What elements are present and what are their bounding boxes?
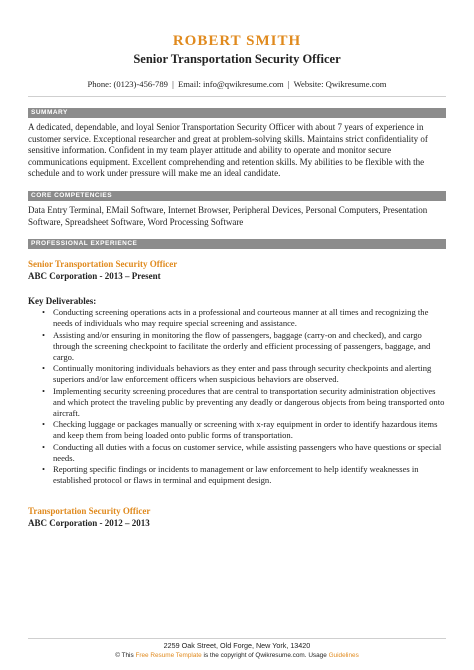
list-item-text: Checking luggage or packages manually or screening with x-ray equipment in order to identify hazardous items and keep them from being loaded onto public forms of transportation. bbox=[53, 419, 438, 441]
contact-line bbox=[28, 79, 446, 90]
free-template-link[interactable]: Free Resume Template bbox=[135, 652, 202, 659]
list-item-text: Assisting and/or ensuring in monitoring the flow of passengers, baggage (carry-on and checked), and cargo through the screening checkpoint to facilitate the orderly and efficient processing of passengers, baggage, and cargo. bbox=[53, 329, 431, 362]
footer-copyright bbox=[0, 651, 474, 661]
key-deliverables-label: Key Deliverables: bbox=[28, 296, 97, 307]
section-heading-summary: SUMMARY bbox=[28, 108, 446, 118]
list-item-text: Implementing security screening procedures that are central to transportation security administration objectives and which protect the traveling public by preventing any deadly or dangerous objects from being transported onto aircraft. bbox=[53, 385, 445, 418]
deliverables-list bbox=[28, 307, 446, 486]
guidelines-link[interactable]: Guidelines bbox=[328, 652, 359, 659]
bullet-icon: • bbox=[42, 419, 46, 430]
email-link[interactable]: Email: info@qwikresume.com bbox=[177, 79, 284, 89]
bullet-icon: • bbox=[42, 464, 46, 474]
copyright-owner-text: is the copyright of Qwikresume.com. bbox=[203, 652, 307, 659]
list-item-text: Conducting all duties with a focus on customer service, while assisting passengers who have questions or special needs. bbox=[53, 441, 442, 463]
bullet-icon: • bbox=[42, 329, 46, 340]
list-item-text: Reporting specific findings or incidents to management or law enforcement to help identify weaknesses in established protocol or flaws in terminal and equipment design. bbox=[53, 464, 419, 486]
page-footer bbox=[0, 638, 474, 661]
job-title: Transportation Security Officer bbox=[28, 506, 151, 517]
bullet-icon: • bbox=[42, 441, 46, 452]
footer-address: 2259 Oak Street, Old Forge, New York, 13420 bbox=[163, 641, 311, 650]
job-entry bbox=[28, 258, 446, 486]
list-item bbox=[42, 330, 446, 364]
job-title-heading: Senior Transportation Security Officer bbox=[133, 52, 341, 66]
candidate-name: ROBERT SMITH bbox=[172, 33, 302, 49]
list-item bbox=[42, 363, 446, 385]
list-item bbox=[42, 464, 446, 486]
bullet-icon: • bbox=[42, 385, 46, 396]
list-item bbox=[42, 442, 446, 464]
summary-text: A dedicated, dependable, and loyal Senior Transportation Security Officer with about 7 years of experience in customer service. Exceptional researcher and great at problem-solving skills. Maintains strict confidentiality of sensitive information. Confident in my team player attitude and ability to operate and monitor secure communications equipment. Excellent comprehending and retention skills. My abilities to be flexible with the schedule and to work under pressure will make me an ideal candidate. bbox=[28, 122, 428, 179]
list-item-text: Continually monitoring individuals behaviors as they enter and pass through security checkpoints and alerting superiors and/or law enforcement officers when suspicious behaviors are observed. bbox=[53, 363, 432, 385]
list-item bbox=[42, 419, 446, 441]
header-divider bbox=[28, 96, 446, 97]
job-entry bbox=[28, 505, 446, 529]
footer-divider bbox=[28, 638, 446, 639]
list-item bbox=[42, 386, 446, 420]
phone-text: Phone: (0123)-456-789 bbox=[87, 79, 168, 89]
section-heading-experience: PROFESSIONAL EXPERIENCE bbox=[28, 239, 446, 249]
bullet-icon: • bbox=[42, 307, 46, 318]
copyright-text: © This bbox=[115, 652, 134, 659]
usage-text: Usage bbox=[308, 652, 327, 659]
bullet-icon: • bbox=[42, 363, 46, 374]
section-heading-competencies: CORE COMPETENCIES bbox=[28, 191, 446, 201]
job-company-dates: ABC Corporation - 2013 – Present bbox=[28, 271, 161, 282]
list-item-text: Conducting screening operations acts in a professional and courteous manner at all times and recognizing the needs of individuals who may require special screening and assistance. bbox=[53, 307, 429, 329]
contact-separator: | bbox=[287, 79, 290, 89]
job-company-dates: ABC Corporation - 2012 – 2013 bbox=[28, 518, 150, 529]
website-link[interactable]: Website: Qwikresume.com bbox=[293, 79, 387, 89]
contact-separator: | bbox=[172, 79, 174, 89]
job-title: Senior Transportation Security Officer bbox=[28, 259, 178, 270]
competencies-text: Data Entry Terminal, EMail Software, Internet Browser, Peripheral Devices, Personal Computers, Presentation Software, Spreadsheet Software, Word Processing Software bbox=[28, 204, 428, 227]
list-item bbox=[42, 307, 446, 329]
